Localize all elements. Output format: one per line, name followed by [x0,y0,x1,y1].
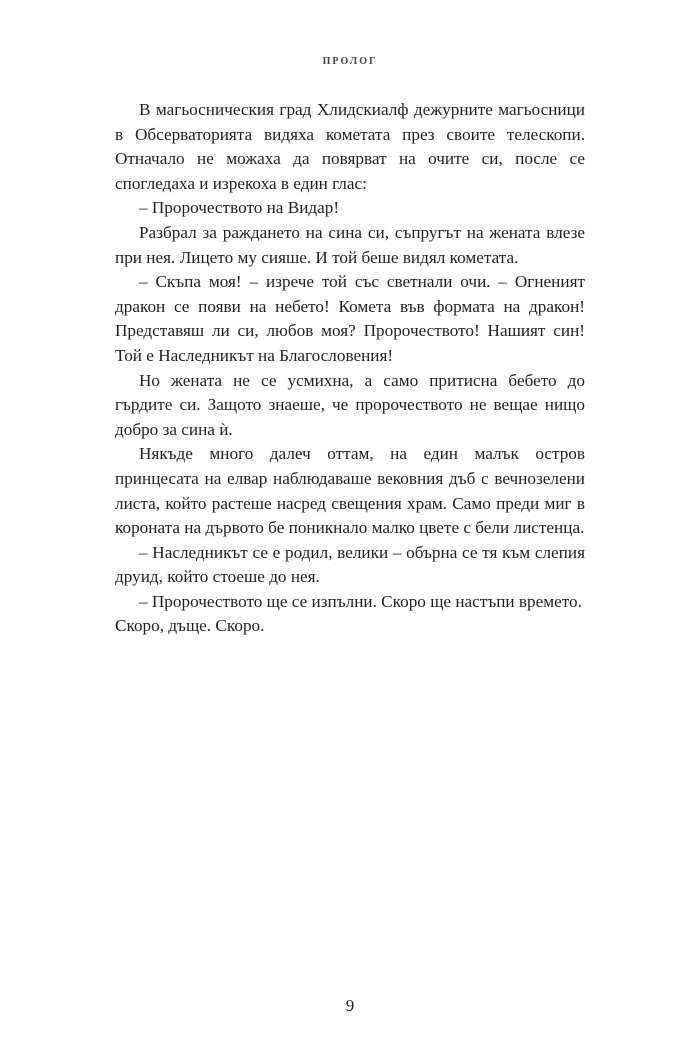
paragraph-4: – Скъпа моя! – изрече той със светнали очи. – Огненият дракон се появи на небето! Комета във формата на дракон! Представяш ли си, любов моя? Пророчеството! Нашият син! Той е Наследникът на Благословения! [115,272,585,365]
paragraph-6: Някъде много далеч оттам, на един малък остров принцесата на елвар наблюдаваше вековния дъб с вечнозелени листа, който растеше насред свещения храм. Само преди миг в короната на дървото бе поникнало малко цвете с бели листенца. [115,444,585,538]
paragraph-2: – Пророчеството на Видар! [139,198,340,218]
paragraph-5: Но жената не се усмихна, а само притисна бебето до гърдите си. Защото знаеше, че пророчеството не вещае нищо добро за сина ѝ. [115,370,585,439]
paragraph-7: – Наследникът се е родил, велики – обърна се тя към слепия друид, който стоеше до нея. [115,542,585,587]
running-head-title: ПРОЛОГ [322,56,378,67]
chapter-text [115,98,585,639]
paragraph-1: В магьосническия град Хлидскиалф дежурните магьосници в Обсерваторията видяха кометата през своите телескопи. Отначало не можаха да повярват на очите си, после се спогледаха и изрекоха в един глас: [115,100,585,193]
paragraph-3: Разбрал за раждането на сина си, съпругът на жената влезе при нея. Лицето му сияше. И той беше видял кометата. [115,222,585,267]
paragraph-8: – Пророчеството ще се изпълни. Скоро ще настъпи времето. Скоро, дъще. Скоро. [115,591,582,636]
page-number: 9 [345,996,355,1015]
